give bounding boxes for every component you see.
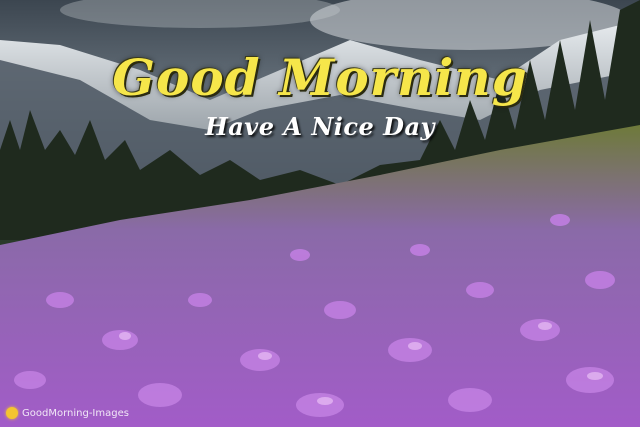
watermark [6,407,129,419]
greeting-subtitle: Have A Nice Day [205,112,435,141]
watermark-text: GoodMorning-Images [22,407,129,419]
sun-icon [6,407,18,419]
greeting-title: Good Morning [112,48,528,107]
